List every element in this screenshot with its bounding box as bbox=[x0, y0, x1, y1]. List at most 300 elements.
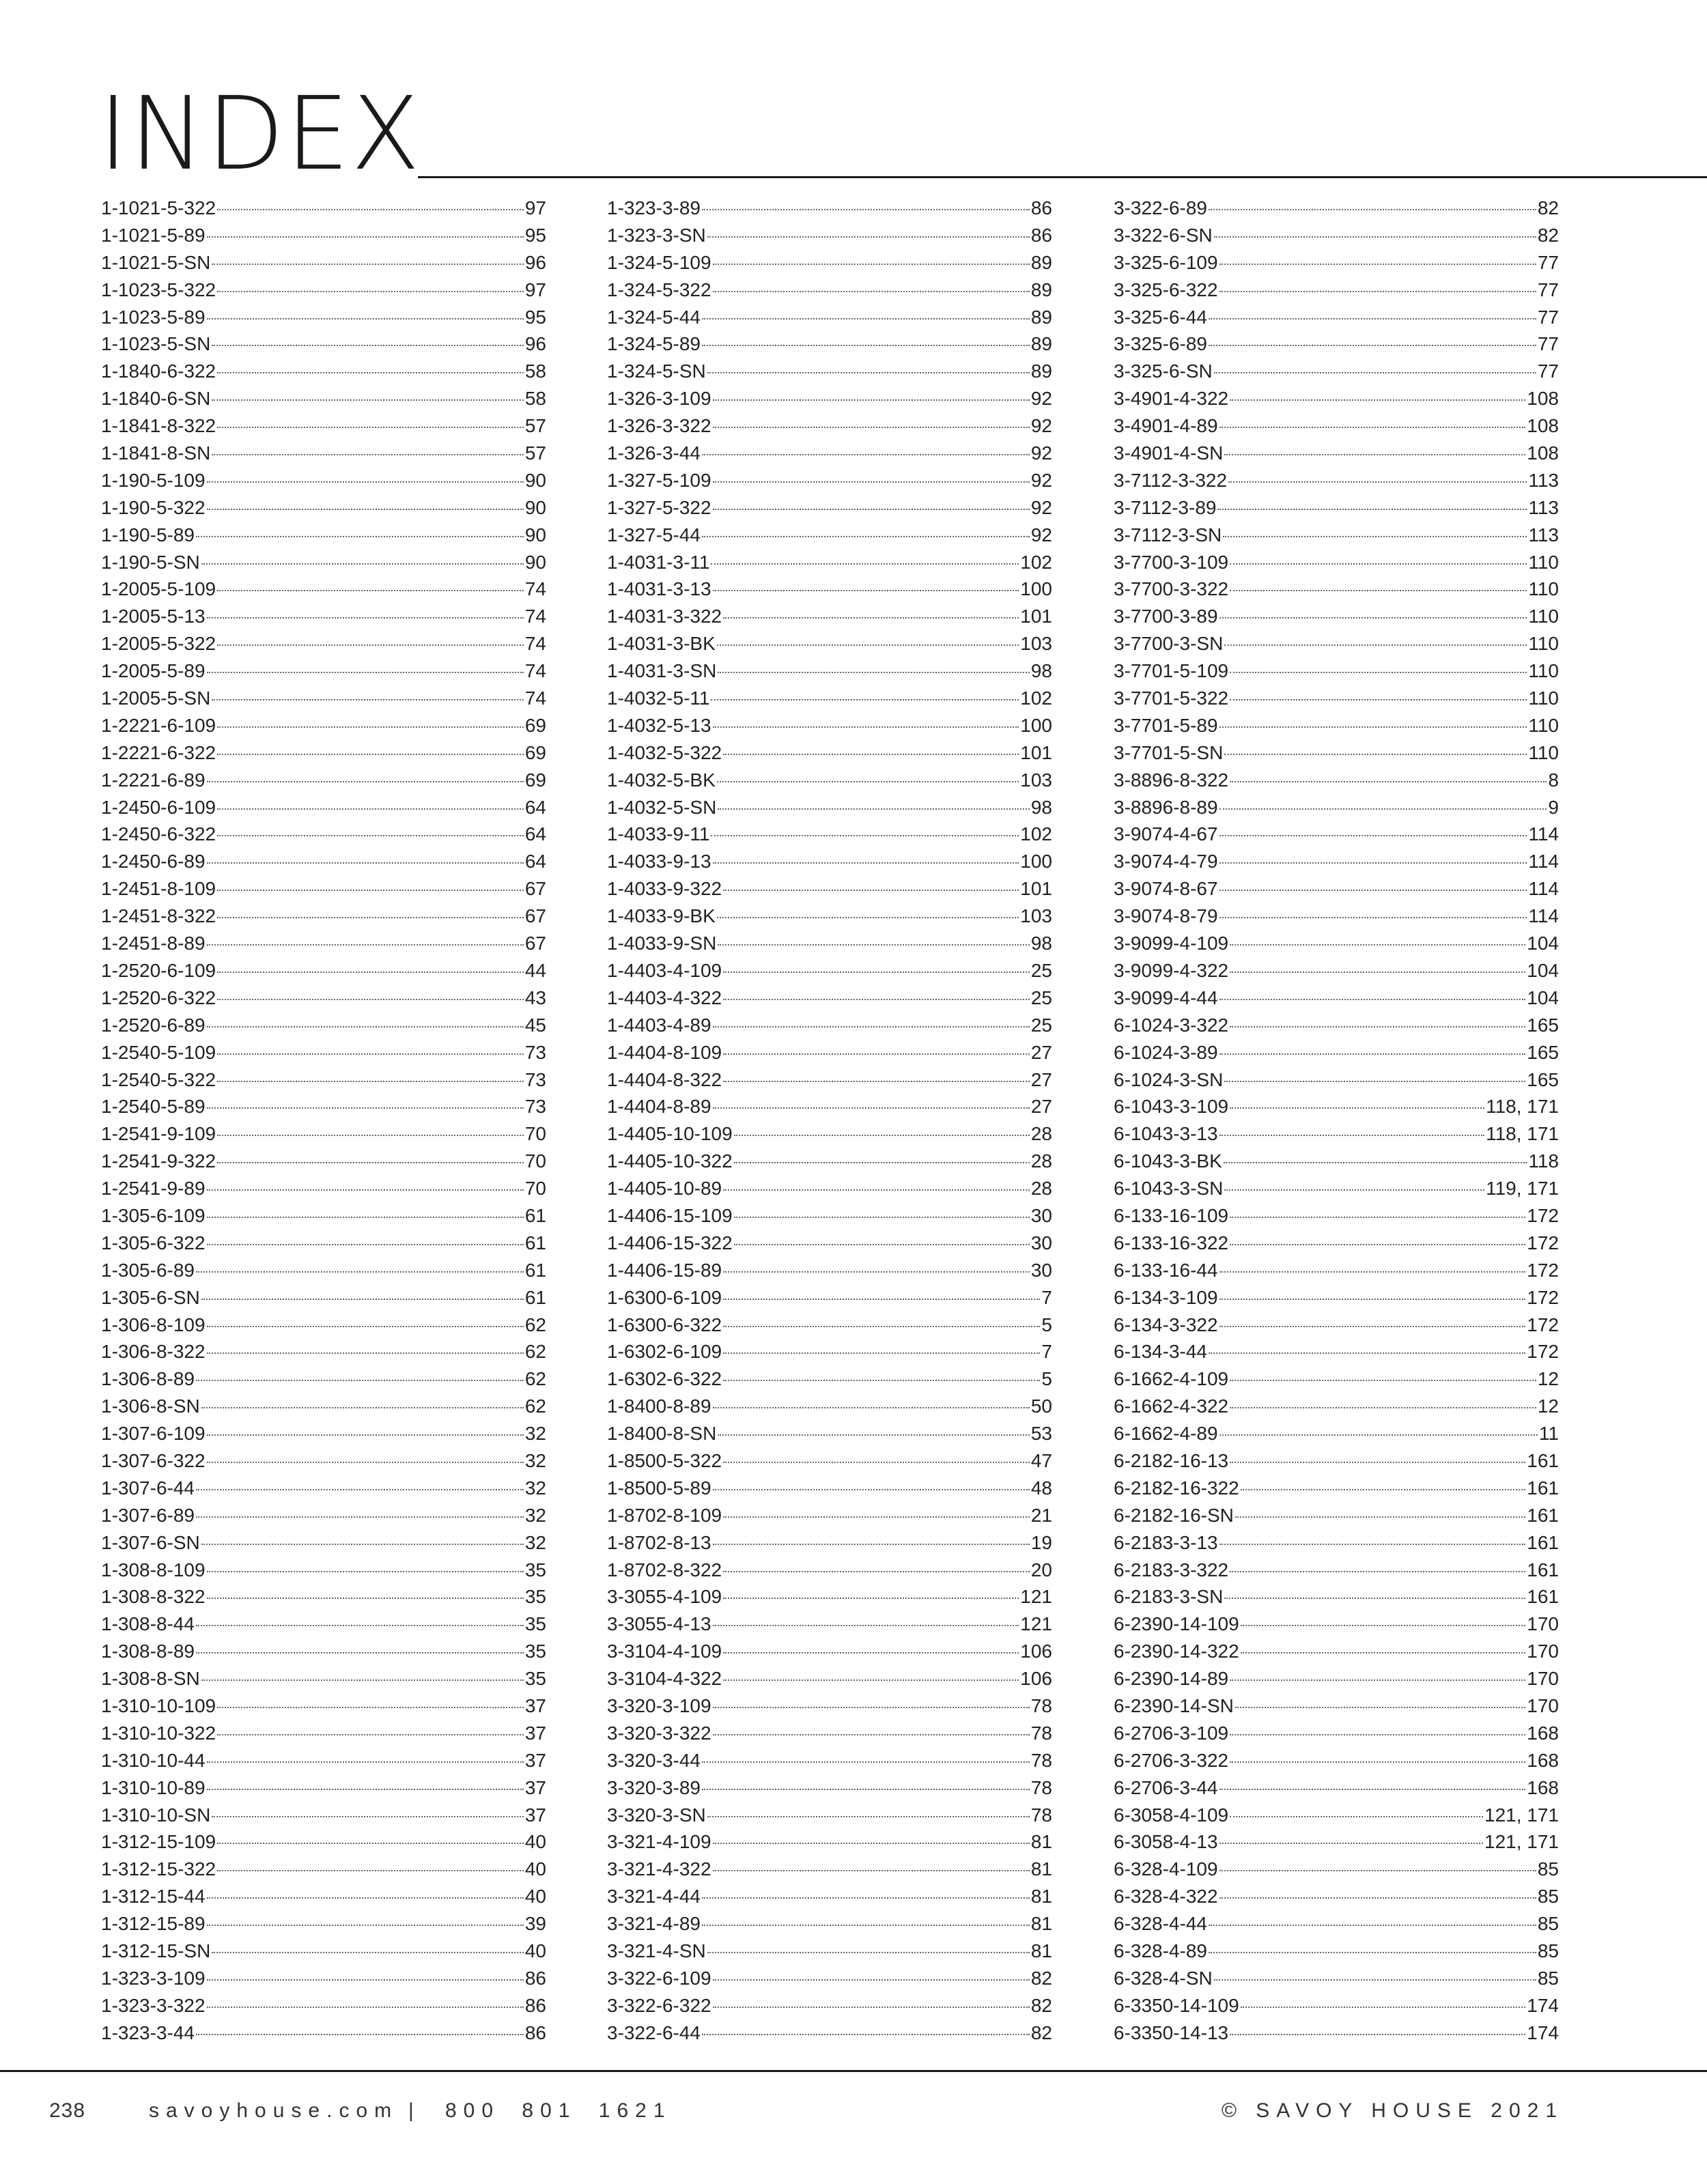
dot-leader bbox=[1219, 999, 1526, 1000]
index-entry bbox=[101, 1992, 546, 2019]
dot-leader bbox=[1230, 399, 1525, 401]
index-entry bbox=[607, 1420, 1052, 1447]
entry-page: 30 bbox=[1030, 1204, 1052, 1226]
entry-sku: 1-305-6-109 bbox=[101, 1204, 206, 1226]
entry-sku: 3-7701-5-322 bbox=[1114, 687, 1229, 709]
entry-page: 70 bbox=[524, 1123, 546, 1145]
index-entry bbox=[607, 440, 1052, 467]
entry-page: 58 bbox=[524, 360, 546, 382]
entry-page: 61 bbox=[524, 1259, 546, 1281]
dot-leader bbox=[1219, 1897, 1536, 1899]
entry-page: 100 bbox=[1020, 851, 1052, 873]
entry-page: 90 bbox=[524, 496, 546, 518]
dot-leader bbox=[1219, 1870, 1536, 1871]
dot-leader bbox=[217, 209, 524, 210]
entry-sku: 6-1024-3-322 bbox=[1114, 1014, 1229, 1036]
dot-leader bbox=[217, 291, 524, 292]
entry-sku: 1-2520-6-89 bbox=[101, 1014, 206, 1036]
entry-sku: 3-322-6-322 bbox=[607, 1994, 711, 2016]
dot-leader bbox=[207, 1761, 524, 1763]
entry-sku: 3-7700-3-109 bbox=[1114, 551, 1229, 573]
entry-page: 32 bbox=[524, 1423, 546, 1445]
index-entry bbox=[101, 1774, 546, 1802]
entry-page: 32 bbox=[524, 1504, 546, 1526]
index-entry bbox=[101, 984, 546, 1012]
index-entry bbox=[101, 821, 546, 848]
entry-sku: 1-2450-6-109 bbox=[101, 796, 216, 818]
entry-page: 170 bbox=[1527, 1641, 1559, 1662]
entry-sku: 6-1043-3-109 bbox=[1114, 1096, 1229, 1118]
entry-page: 32 bbox=[524, 1449, 546, 1471]
entry-sku: 3-8896-8-322 bbox=[1114, 769, 1229, 791]
index-entry bbox=[101, 712, 546, 739]
entry-page: 92 bbox=[1030, 469, 1052, 491]
entry-sku: 1-6302-6-109 bbox=[607, 1341, 722, 1363]
index-entry bbox=[1114, 984, 1559, 1012]
dot-leader bbox=[201, 1299, 524, 1300]
dot-leader bbox=[702, 1789, 1030, 1790]
dot-leader bbox=[1219, 1326, 1526, 1327]
index-entry bbox=[607, 984, 1052, 1012]
dot-leader bbox=[711, 699, 1019, 700]
dot-leader bbox=[207, 1462, 524, 1463]
entry-page: 27 bbox=[1030, 1068, 1052, 1090]
entry-page: 85 bbox=[1537, 1858, 1559, 1880]
dot-leader bbox=[217, 1870, 524, 1871]
entry-sku: 1-4405-10-89 bbox=[607, 1178, 722, 1200]
entry-sku: 1-310-10-109 bbox=[101, 1694, 216, 1716]
entry-page: 121 bbox=[1020, 1586, 1052, 1608]
entry-page: 100 bbox=[1020, 578, 1052, 600]
dot-leader bbox=[212, 454, 524, 455]
entry-sku: 1-310-10-322 bbox=[101, 1722, 216, 1744]
index-entry bbox=[607, 304, 1052, 331]
dot-leader bbox=[713, 590, 1019, 591]
dot-leader bbox=[217, 1053, 524, 1055]
dot-leader bbox=[1219, 862, 1527, 864]
index-entry bbox=[1114, 1093, 1559, 1120]
entry-sku: 6-328-4-322 bbox=[1114, 1886, 1218, 1908]
index-entry bbox=[1114, 1447, 1559, 1475]
index-entry bbox=[1114, 330, 1559, 358]
index-entry bbox=[101, 358, 546, 385]
entry-page: 81 bbox=[1030, 1940, 1052, 1961]
index-entry bbox=[1114, 522, 1559, 549]
index-column-1 bbox=[101, 195, 546, 2047]
dot-leader bbox=[217, 917, 524, 918]
dot-leader bbox=[207, 1434, 524, 1436]
dot-leader bbox=[713, 1843, 1030, 1844]
footer-phone: 800 801 1621 bbox=[445, 2099, 672, 2122]
entry-page: 172 bbox=[1527, 1341, 1559, 1363]
dot-leader bbox=[723, 1516, 1030, 1518]
index-entry bbox=[101, 1502, 546, 1529]
index-entry bbox=[1114, 2019, 1559, 2047]
index-entry bbox=[101, 1910, 546, 1938]
entry-sku: 6-2390-14-SN bbox=[1114, 1694, 1234, 1716]
entry-sku: 6-328-4-44 bbox=[1114, 1913, 1207, 1935]
entry-page: 11 bbox=[1538, 1423, 1559, 1445]
entry-page: 168 bbox=[1527, 1722, 1559, 1744]
entry-page: 161 bbox=[1527, 1477, 1559, 1499]
entry-sku: 1-1023-5-89 bbox=[101, 306, 206, 328]
entry-page: 96 bbox=[524, 251, 546, 273]
entry-sku: 1-8702-8-322 bbox=[607, 1559, 722, 1580]
entry-page: 86 bbox=[524, 1994, 546, 2016]
entry-sku: 3-322-6-89 bbox=[1114, 197, 1207, 218]
entry-sku: 1-8400-8-SN bbox=[607, 1423, 717, 1445]
entry-sku: 3-7701-5-SN bbox=[1114, 741, 1224, 763]
entry-page: 77 bbox=[1537, 360, 1559, 382]
dot-leader bbox=[217, 427, 524, 428]
entry-page: 40 bbox=[524, 1858, 546, 1880]
entry-page: 168 bbox=[1527, 1749, 1559, 1771]
index-entry bbox=[607, 1938, 1052, 1965]
entry-sku: 1-8702-8-109 bbox=[607, 1504, 722, 1526]
dot-leader bbox=[207, 1925, 524, 1926]
entry-page: 35 bbox=[524, 1641, 546, 1662]
index-entry bbox=[1114, 412, 1559, 440]
entry-page: 98 bbox=[1030, 933, 1052, 954]
dot-leader bbox=[723, 1326, 1040, 1327]
index-entry bbox=[607, 1638, 1052, 1665]
entry-sku: 1-2540-5-89 bbox=[101, 1096, 206, 1118]
dot-leader bbox=[717, 644, 1019, 646]
index-entry bbox=[101, 1175, 546, 1202]
dot-leader bbox=[713, 1489, 1030, 1490]
entry-page: 161 bbox=[1527, 1504, 1559, 1526]
entry-sku: 1-323-3-SN bbox=[607, 224, 706, 246]
index-entry bbox=[607, 1447, 1052, 1475]
entry-sku: 6-134-3-109 bbox=[1114, 1286, 1218, 1308]
entry-sku: 1-2520-6-109 bbox=[101, 959, 216, 981]
index-entry bbox=[1114, 1502, 1559, 1529]
entry-page: 82 bbox=[1030, 1967, 1052, 1989]
entry-page: 74 bbox=[524, 578, 546, 600]
index-entry bbox=[607, 930, 1052, 957]
entry-sku: 1-1021-5-89 bbox=[101, 224, 206, 246]
entry-sku: 3-3104-4-322 bbox=[607, 1668, 722, 1690]
index-entry bbox=[607, 1665, 1052, 1692]
entry-sku: 1-312-15-89 bbox=[101, 1913, 206, 1935]
dot-leader bbox=[734, 1244, 1030, 1245]
entry-sku: 1-4031-3-13 bbox=[607, 578, 711, 600]
index-entry bbox=[101, 1148, 546, 1175]
dot-leader bbox=[1209, 1352, 1525, 1354]
entry-page: 161 bbox=[1527, 1531, 1559, 1553]
entry-page: 62 bbox=[524, 1395, 546, 1417]
entry-sku: 1-6300-6-109 bbox=[607, 1286, 722, 1308]
index-entry bbox=[101, 1557, 546, 1584]
entry-sku: 6-2390-14-322 bbox=[1114, 1641, 1239, 1662]
index-entry bbox=[1114, 249, 1559, 276]
dot-leader bbox=[702, 318, 1030, 320]
dot-leader bbox=[1241, 1489, 1526, 1490]
dot-leader bbox=[702, 2034, 1030, 2035]
dot-leader bbox=[217, 726, 524, 728]
dot-leader bbox=[217, 1162, 524, 1163]
entry-page: 103 bbox=[1020, 633, 1052, 655]
index-entry bbox=[1114, 1475, 1559, 1502]
dot-leader bbox=[1230, 1734, 1525, 1735]
entry-page: 35 bbox=[524, 1668, 546, 1690]
dot-leader bbox=[201, 1679, 524, 1681]
dot-leader bbox=[207, 1189, 524, 1191]
index-entry bbox=[101, 1747, 546, 1774]
entry-page: 35 bbox=[524, 1559, 546, 1580]
index-entry bbox=[607, 875, 1052, 903]
entry-page: 62 bbox=[524, 1314, 546, 1335]
index-entry bbox=[607, 957, 1052, 984]
entry-page: 98 bbox=[1030, 796, 1052, 818]
dot-leader bbox=[1219, 1544, 1526, 1545]
entry-page: 110 bbox=[1528, 660, 1559, 682]
entry-page: 161 bbox=[1527, 1449, 1559, 1471]
entry-page: 86 bbox=[1030, 197, 1052, 218]
entry-page: 165 bbox=[1527, 1041, 1559, 1063]
entry-sku: 1-308-8-109 bbox=[101, 1559, 206, 1580]
dot-leader bbox=[718, 672, 1030, 673]
entry-sku: 1-4032-5-13 bbox=[607, 714, 711, 736]
entry-sku: 1-1023-5-SN bbox=[101, 333, 211, 355]
index-entry bbox=[607, 1148, 1052, 1175]
dot-leader bbox=[1241, 2006, 1526, 2008]
index-entry bbox=[1114, 385, 1559, 412]
dot-leader bbox=[196, 1489, 524, 1490]
entry-page: 110 bbox=[1528, 578, 1559, 600]
entry-sku: 1-6300-6-322 bbox=[607, 1314, 722, 1335]
entry-page: 82 bbox=[1030, 1994, 1052, 2016]
index-entry bbox=[101, 522, 546, 549]
index-entry bbox=[607, 576, 1052, 603]
entry-page: 81 bbox=[1030, 1913, 1052, 1935]
dot-leader bbox=[723, 999, 1030, 1000]
index-entry bbox=[607, 1012, 1052, 1039]
entry-page: 77 bbox=[1537, 279, 1559, 300]
dot-leader bbox=[1214, 372, 1536, 373]
entry-sku: 6-328-4-SN bbox=[1114, 1967, 1213, 1989]
dot-leader bbox=[217, 972, 524, 973]
index-entry bbox=[607, 1828, 1052, 1856]
entry-sku: 1-4033-9-11 bbox=[607, 823, 710, 845]
index-entry bbox=[607, 739, 1052, 767]
entry-sku: 1-324-5-322 bbox=[607, 279, 711, 300]
index-entry bbox=[607, 1557, 1052, 1584]
index-entry bbox=[1114, 739, 1559, 767]
index-entry bbox=[607, 276, 1052, 304]
entry-sku: 1-312-15-109 bbox=[101, 1831, 216, 1853]
dot-leader bbox=[723, 1462, 1030, 1463]
dot-leader bbox=[713, 264, 1030, 265]
entry-sku: 1-306-8-89 bbox=[101, 1368, 195, 1390]
index-entry bbox=[607, 685, 1052, 712]
index-entry bbox=[1114, 467, 1559, 494]
dot-leader bbox=[723, 617, 1019, 619]
dot-leader bbox=[713, 862, 1019, 864]
dot-leader bbox=[207, 944, 524, 946]
dot-leader bbox=[1223, 536, 1527, 537]
entry-sku: 1-323-3-109 bbox=[101, 1967, 206, 1989]
index-entry bbox=[1114, 957, 1559, 984]
entry-page: 78 bbox=[1030, 1749, 1052, 1771]
index-entry bbox=[101, 930, 546, 957]
dot-leader bbox=[713, 1625, 1019, 1626]
dot-leader bbox=[1219, 808, 1547, 810]
entry-sku: 6-328-4-89 bbox=[1114, 1940, 1207, 1961]
entry-page: 113 bbox=[1528, 496, 1559, 518]
entry-sku: 3-4901-4-SN bbox=[1114, 442, 1224, 464]
entry-page: 96 bbox=[524, 333, 546, 355]
index-entry bbox=[1114, 1828, 1559, 1856]
dot-leader bbox=[1219, 617, 1527, 619]
entry-sku: 1-1841-8-SN bbox=[101, 442, 211, 464]
entry-page: 70 bbox=[524, 1178, 546, 1200]
entry-sku: 1-306-8-SN bbox=[101, 1395, 200, 1417]
index-entry bbox=[1114, 875, 1559, 903]
entry-page: 101 bbox=[1020, 741, 1052, 763]
index-entry bbox=[1114, 603, 1559, 630]
dot-leader bbox=[702, 1925, 1030, 1926]
index-entry bbox=[101, 1938, 546, 1965]
entry-page: 20 bbox=[1030, 1559, 1052, 1580]
index-entry bbox=[101, 1720, 546, 1747]
index-entry bbox=[101, 1202, 546, 1230]
entry-sku: 3-9074-8-79 bbox=[1114, 905, 1218, 927]
entry-sku: 1-324-5-89 bbox=[607, 333, 701, 355]
dot-leader bbox=[217, 1843, 524, 1844]
entry-page: 170 bbox=[1527, 1613, 1559, 1635]
entry-sku: 6-133-16-109 bbox=[1114, 1204, 1229, 1226]
entry-sku: 1-1840-6-SN bbox=[101, 388, 211, 410]
entry-page: 82 bbox=[1030, 2022, 1052, 2043]
index-entry bbox=[607, 385, 1052, 412]
entry-sku: 1-4031-3-SN bbox=[607, 660, 717, 682]
entry-sku: 1-4404-8-89 bbox=[607, 1096, 711, 1118]
dot-leader bbox=[207, 862, 524, 864]
entry-page: 102 bbox=[1020, 823, 1052, 845]
dot-leader bbox=[1230, 972, 1525, 973]
entry-page: 74 bbox=[524, 633, 546, 655]
entry-sku: 1-2540-5-322 bbox=[101, 1068, 216, 1090]
dot-leader bbox=[1241, 1625, 1526, 1626]
dot-leader bbox=[713, 399, 1030, 401]
index-entry bbox=[607, 1338, 1052, 1365]
entry-page: 7 bbox=[1041, 1341, 1052, 1363]
entry-page: 121 bbox=[1020, 1613, 1052, 1635]
footer-rule bbox=[0, 2070, 1707, 2072]
entry-page: 37 bbox=[524, 1749, 546, 1771]
entry-page: 114 bbox=[1528, 851, 1559, 873]
entry-sku: 1-324-5-SN bbox=[607, 360, 706, 382]
entry-page: 69 bbox=[524, 741, 546, 763]
entry-sku: 1-4404-8-109 bbox=[607, 1041, 722, 1063]
entry-sku: 1-2221-6-109 bbox=[101, 714, 216, 736]
entry-page: 30 bbox=[1030, 1232, 1052, 1253]
dot-leader bbox=[713, 1979, 1030, 1981]
dot-leader bbox=[718, 944, 1030, 946]
dot-leader bbox=[1230, 672, 1527, 673]
dot-leader bbox=[723, 1352, 1040, 1354]
dot-leader bbox=[217, 808, 524, 810]
dot-leader bbox=[707, 236, 1030, 238]
index-entry bbox=[607, 1393, 1052, 1420]
entry-page: 85 bbox=[1537, 1967, 1559, 1989]
entry-page: 161 bbox=[1527, 1559, 1559, 1580]
entry-sku: 3-322-6-109 bbox=[607, 1967, 711, 1989]
index-entry bbox=[607, 1802, 1052, 1829]
dot-leader bbox=[217, 835, 524, 836]
index-entry bbox=[1114, 685, 1559, 712]
entry-sku: 1-4033-9-SN bbox=[607, 933, 717, 954]
entry-sku: 1-190-5-109 bbox=[101, 469, 206, 491]
entry-sku: 3-9074-4-67 bbox=[1114, 823, 1218, 845]
index-entry bbox=[101, 903, 546, 930]
index-entry bbox=[101, 1583, 546, 1611]
index-entry bbox=[101, 957, 546, 984]
dot-leader bbox=[718, 1434, 1030, 1436]
index-entry bbox=[1114, 903, 1559, 930]
entry-sku: 3-321-4-44 bbox=[607, 1886, 701, 1908]
dot-leader bbox=[1209, 318, 1536, 320]
entry-sku: 6-1024-3-SN bbox=[1114, 1068, 1224, 1090]
entry-page: 104 bbox=[1527, 959, 1559, 981]
index-entry bbox=[1114, 1883, 1559, 1910]
dot-leader bbox=[207, 1352, 524, 1354]
index-entry bbox=[101, 2019, 546, 2047]
entry-page: 89 bbox=[1030, 333, 1052, 355]
index-entry bbox=[607, 195, 1052, 222]
dot-leader bbox=[1224, 644, 1527, 646]
index-entry bbox=[101, 630, 546, 657]
index-entry bbox=[607, 1502, 1052, 1529]
entry-page: 165 bbox=[1527, 1014, 1559, 1036]
index-entry bbox=[101, 330, 546, 358]
index-entry bbox=[101, 1284, 546, 1311]
entry-sku: 1-2540-5-109 bbox=[101, 1041, 216, 1063]
dot-leader bbox=[713, 726, 1019, 728]
dot-leader bbox=[207, 1571, 524, 1572]
index-entry bbox=[1114, 712, 1559, 739]
entry-sku: 6-2706-3-44 bbox=[1114, 1776, 1218, 1798]
entry-sku: 3-325-6-109 bbox=[1114, 251, 1218, 273]
dot-leader bbox=[713, 1707, 1030, 1708]
entry-sku: 1-326-3-322 bbox=[607, 415, 711, 437]
index-entry bbox=[1114, 1420, 1559, 1447]
dot-leader bbox=[196, 1625, 524, 1626]
entry-page: 77 bbox=[1537, 251, 1559, 273]
index-entry bbox=[607, 1257, 1052, 1284]
entry-page: 172 bbox=[1527, 1259, 1559, 1281]
entry-page: 89 bbox=[1030, 279, 1052, 300]
entry-page: 103 bbox=[1020, 769, 1052, 791]
dot-leader bbox=[201, 1407, 524, 1408]
title-rule bbox=[418, 176, 1707, 178]
index-entry bbox=[1114, 576, 1559, 603]
index-entry bbox=[1114, 1938, 1559, 1965]
entry-page: 81 bbox=[1030, 1831, 1052, 1853]
entry-page: 161 bbox=[1527, 1586, 1559, 1608]
dot-leader bbox=[1230, 1679, 1525, 1681]
entry-page: 47 bbox=[1030, 1449, 1052, 1471]
index-entry bbox=[1114, 1039, 1559, 1066]
index-entry bbox=[101, 1638, 546, 1665]
entry-page: 90 bbox=[524, 469, 546, 491]
dot-leader bbox=[723, 1571, 1030, 1572]
index-entry bbox=[607, 794, 1052, 821]
entry-sku: 1-2221-6-322 bbox=[101, 741, 216, 763]
entry-sku: 3-7700-3-322 bbox=[1114, 578, 1229, 600]
entry-page: 82 bbox=[1537, 197, 1559, 218]
